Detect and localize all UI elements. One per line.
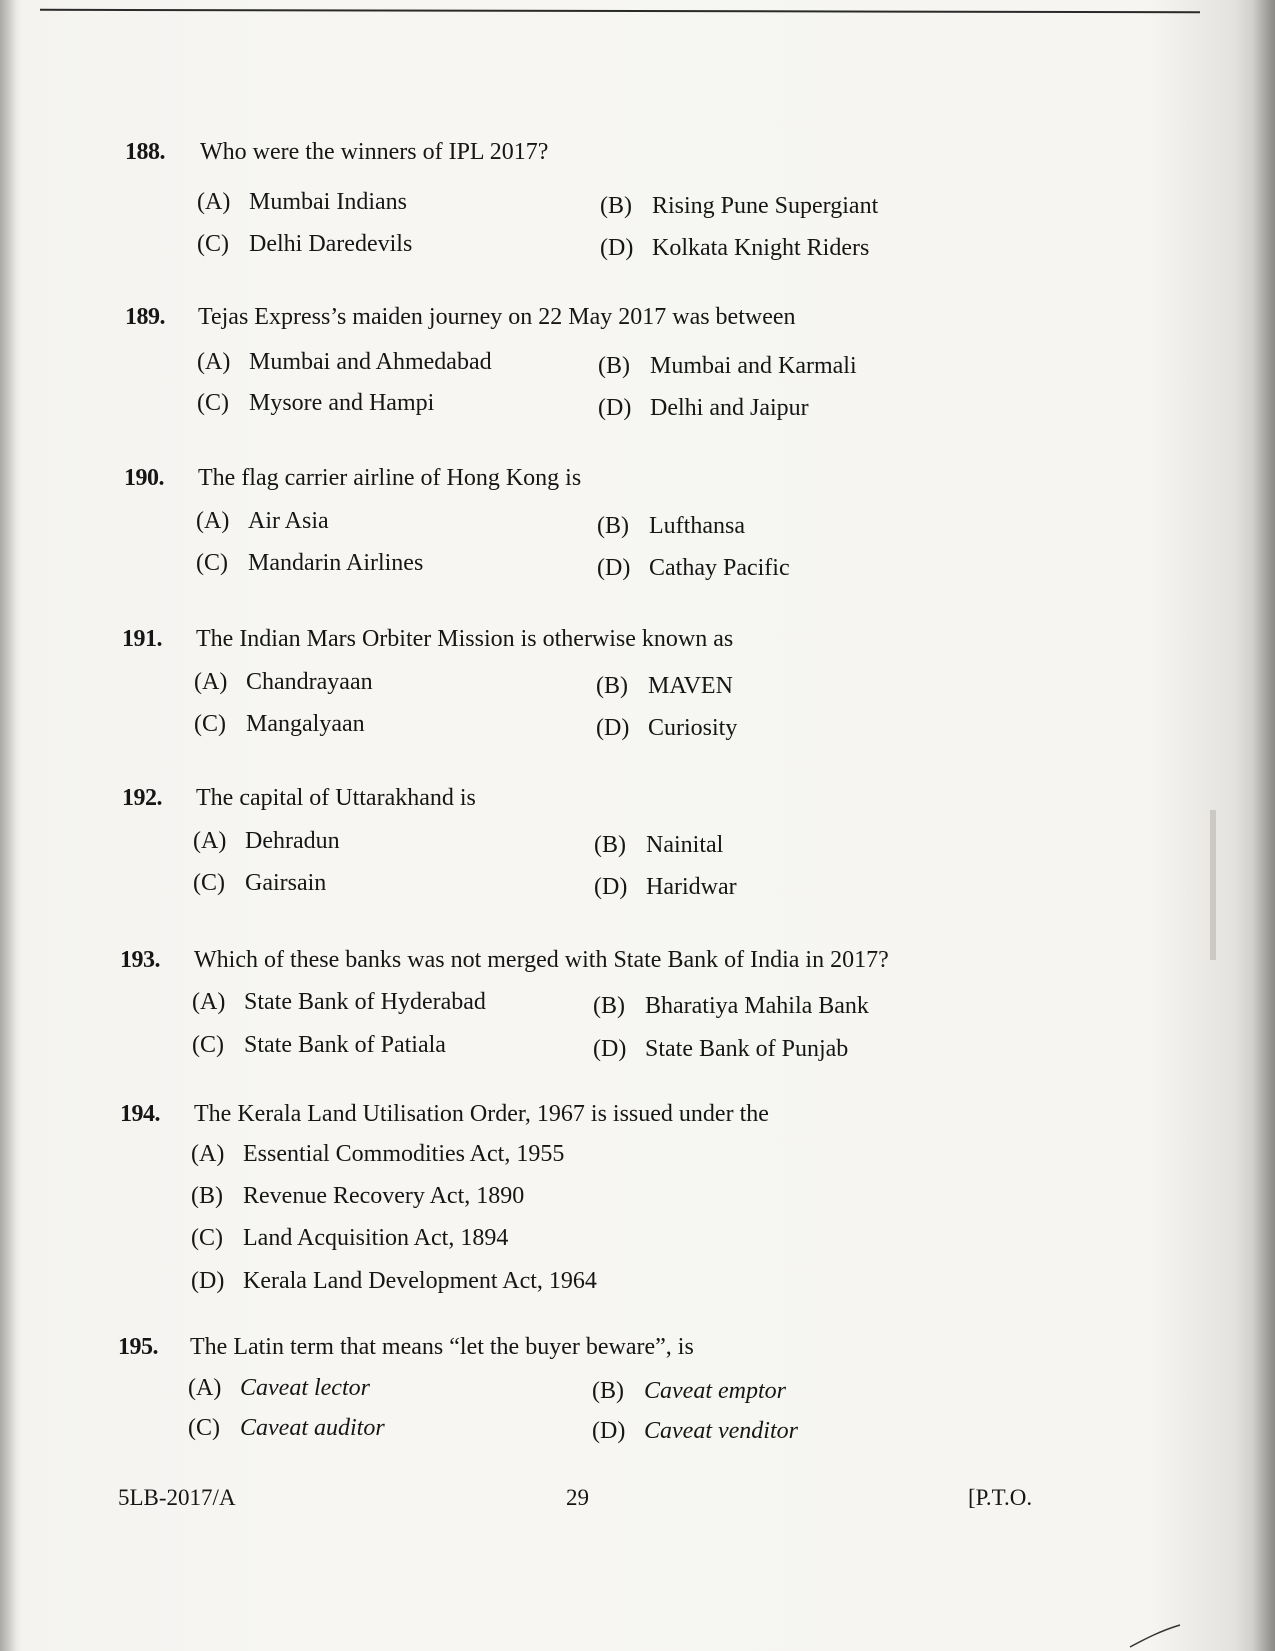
question-text: Which of these banks was not merged with State Bank of India in 2017? xyxy=(194,947,889,973)
option-c: (C) Mandarin Airlines xyxy=(196,550,424,576)
option-d: (D) Curiosity xyxy=(596,715,738,741)
top-rule xyxy=(40,9,1200,13)
option-d: (D) Caveat venditor xyxy=(592,1418,798,1444)
option-b: (B) Revenue Recovery Act, 1890 xyxy=(191,1183,525,1209)
option-d: (D) Haridwar xyxy=(594,874,737,900)
option-a: (A) Caveat lector xyxy=(188,1375,370,1401)
option-c: (C) Caveat auditor xyxy=(188,1415,385,1441)
question-195 xyxy=(118,1332,1118,1362)
option-d: (D) Delhi and Jaipur xyxy=(598,395,809,421)
question-number: 192. xyxy=(122,785,162,811)
option-c: (C) Delhi Daredevils xyxy=(197,231,413,257)
question-text: The capital of Uttarakhand is xyxy=(196,785,476,811)
option-c: (C) Mangalyaan xyxy=(194,711,365,737)
option-b: (B) Caveat emptor xyxy=(592,1378,786,1404)
option-a: (A) Dehradun xyxy=(193,828,340,854)
question-text: The Kerala Land Utilisation Order, 1967 is issued under the xyxy=(194,1101,769,1127)
question-text: The flag carrier airline of Hong Kong is xyxy=(198,465,582,491)
binding-mark xyxy=(1210,810,1216,960)
question-text: The Latin term that means “let the buyer beware”, is xyxy=(190,1334,694,1360)
option-c: (C) Land Acquisition Act, 1894 xyxy=(191,1225,509,1251)
question-text: The Indian Mars Orbiter Mission is otherwise known as xyxy=(196,626,734,652)
question-189 xyxy=(125,302,1125,332)
question-number: 194. xyxy=(120,1101,160,1127)
question-193 xyxy=(120,945,1120,975)
option-a: (A) Essential Commodities Act, 1955 xyxy=(191,1141,565,1167)
question-number: 189. xyxy=(125,304,165,330)
question-190 xyxy=(124,463,1124,493)
question-number: 190. xyxy=(124,465,164,491)
pto-label: [P.T.O. xyxy=(968,1485,1033,1510)
option-b: (B) MAVEN xyxy=(596,673,733,699)
question-number: 191. xyxy=(122,626,162,652)
question-text: Tejas Express’s maiden journey on 22 May 2017 was between xyxy=(198,304,796,330)
option-b: (B) Mumbai and Karmali xyxy=(598,353,857,379)
question-text: Who were the winners of IPL 2017? xyxy=(200,139,549,165)
question-194 xyxy=(120,1099,1120,1129)
paper-code: 5LB-2017/A xyxy=(118,1485,236,1510)
option-b: (B) Lufthansa xyxy=(597,513,745,539)
question-number: 188. xyxy=(125,139,165,165)
option-d: (D) Kolkata Knight Riders xyxy=(600,235,870,261)
page-edge-shadow-right xyxy=(1253,0,1275,1651)
option-b: (B) Bharatiya Mahila Bank xyxy=(593,993,869,1019)
page-number: 29 xyxy=(566,1485,589,1510)
option-a: (A) Air Asia xyxy=(196,508,329,534)
option-c: (C) Gairsain xyxy=(193,870,327,896)
question-number: 193. xyxy=(120,947,160,973)
option-c: (C) State Bank of Patiala xyxy=(192,1032,446,1058)
question-number: 195. xyxy=(118,1334,158,1360)
question-192 xyxy=(122,783,1122,813)
page-edge-shadow xyxy=(0,0,16,1651)
option-d: (D) Kerala Land Development Act, 1964 xyxy=(191,1268,597,1294)
option-c: (C) Mysore and Hampi xyxy=(197,390,435,416)
question-191 xyxy=(122,624,1122,654)
option-d: (D) Cathay Pacific xyxy=(597,555,790,581)
option-a: (A) Mumbai and Ahmedabad xyxy=(197,349,492,375)
option-a: (A) Mumbai Indians xyxy=(197,189,407,215)
question-188 xyxy=(125,137,1125,167)
option-b: (B) Rising Pune Supergiant xyxy=(600,193,879,219)
pen-mark-icon xyxy=(1125,1611,1185,1651)
option-b: (B) Nainital xyxy=(594,832,724,858)
option-d: (D) State Bank of Punjab xyxy=(593,1036,849,1062)
option-a: (A) State Bank of Hyderabad xyxy=(192,989,486,1015)
option-a: (A) Chandrayaan xyxy=(194,669,373,695)
